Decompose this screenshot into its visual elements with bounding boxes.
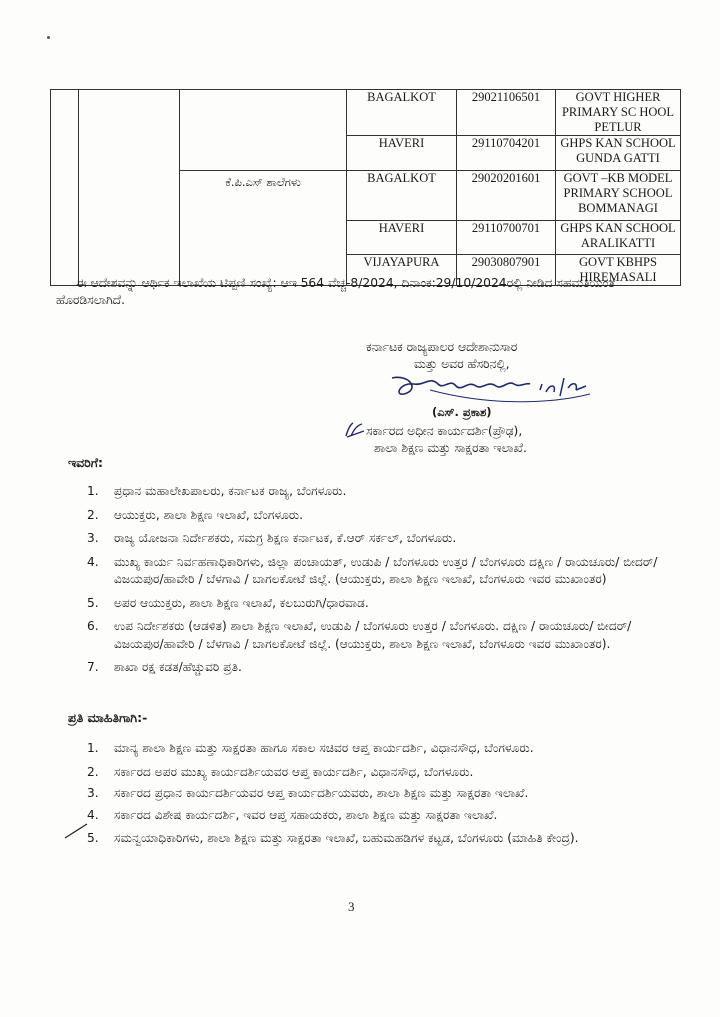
code-cell: 29030807901 [457, 255, 556, 286]
list-item: 4. ಸರ್ಕಾರದ ವಿಶೇಷ ಕಾರ್ಯದರ್ಶಿ, ಇವರ ಆಪ್ತ ಸಹಾಯಕರು, ಶಾಲಾ ಶಿಕ್ಷಣ ಮತ್ತು ಸಾಕ್ಷರತಾ ಇಲಾಖೆ. [87, 807, 498, 822]
list-item: 7. ಶಾಖಾ ರಕ್ಷ ಕಡತ/ಹೆಚ್ಚುವರಿ ಪ್ರತಿ. [87, 660, 242, 674]
designation-line-2: ಶಾಲಾ ಶಿಕ್ಷಣ ಮತ್ತು ಸಾಕ್ಷರತಾ ಇಲಾಖೆ. [374, 441, 527, 455]
list-item: 6. ಉಪ ನಿರ್ದೇಶಕರು (ಆಡಳಿತ) ಶಾಲಾ ಶಿಕ್ಷಣ ಇಲಾಖೆ, ಉಡುಪಿ / ಬೆಂಗಳೂರು ಉತ್ತರ / ಬೆಂಗಳೂರು. ದಕ್ಷಿಣ / ರಾಯಚೂರು/ ಬೀದರ್/ವಿಜಯಪುರ/ಹಾವೇರಿ / ಬೆಳಗಾವಿ / ಬಾಗಲಕೋಟೆ ಜಿಲ್ಲೆ. (ಆಯುಕ್ತರು, ಶಾಲಾ ಶಿಕ್ಷಣ ಇಲಾಖೆ, ಬೆಂಗಳೂರು ಇವರ ಮುಖಾಂತರ). [87, 619, 632, 651]
list-item: 3. ರಾಜ್ಯ ಯೋಜನಾ ನಿರ್ದೇಶಕರು, ಸಮಗ್ರ ಶಿಕ್ಷಣ ಕರ್ನಾಟಕ, ಕೆ.ಆರ್ ಸರ್ಕಲ್, ಬೆಂಗಳೂರು. [87, 531, 457, 545]
school-cell: GOVT –KB MODEL PRIMARY SCHOOL BOMMANAGI [556, 171, 681, 221]
page-number: 3 [348, 899, 355, 914]
district-cell: HAVERI [347, 221, 457, 255]
signature-line-2: ಮತ್ತು ಅವರ ಹೆಸರಿನಲ್ಲಿ, [414, 357, 510, 371]
handwritten-signature [390, 370, 640, 410]
code-cell: 29021106501 [457, 90, 556, 136]
list-item: 2. ಸರ್ಕಾರದ ಅಪರ ಮುಖ್ಯ ಕಾರ್ಯದರ್ಶಿಯವರ ಆಪ್ತ ಕಾರ್ಯದರ್ಶಿ, ವಿಧಾನಸೌಧ, ಬೆಂಗಳೂರು. [87, 764, 474, 779]
to-list [87, 483, 670, 683]
to-heading: ಇವರಿಗೆ: [68, 455, 104, 470]
school-cell: GHPS KAN SCHOOL ARALIKATTI [556, 221, 681, 255]
table-row [51, 90, 681, 136]
school-cell: GOVT HIGHER PRIMARY SC HOOL PETLUR [556, 90, 681, 136]
school-cell: GHPS KAN SCHOOL GUNDA GATTI [556, 136, 681, 171]
list-item: 3. ಸರ್ಕಾರದ ಪ್ರಧಾನ ಕಾರ್ಯದರ್ಶಿಯವರ ಆಪ್ತ ಕಾರ್ಯದರ್ಶಿಯವರು, ಶಾಲಾ ಶಿಕ್ಷಣ ಮತ್ತು ಸಾಕ್ಷರತಾ ಇಲಾಖೆ. [87, 786, 529, 800]
school-cell: GOVT KBHPS HIREMASALI [556, 255, 681, 286]
schools-table [50, 89, 681, 286]
district-cell: HAVERI [347, 136, 457, 171]
signature-line-1: ಕರ್ನಾಟಕ ರಾಜ್ಯಪಾಲರ ಆದೇಶಾನುಸಾರ [366, 340, 518, 354]
signatory-name: (ಎಸ್. ಪ್ರಕಾಶ) [432, 405, 492, 419]
table-cell-empty [180, 90, 347, 171]
list-item: 5. ಸಮನ್ವಯಾಧಿಕಾರಿಗಳು, ಶಾಲಾ ಶಿಕ್ಷಣ ಮತ್ತು ಸಾಕ್ಷರತಾ ಇಲಾಖೆ, ಬಹುಮಹಡಿಗಳ ಕಟ್ಟಡ, ಬೆಂಗಳೂರು (ಮಾಹಿತಿ ಕೇಂದ್ರ). [87, 831, 579, 845]
district-cell: VIJAYAPURA [347, 255, 457, 286]
list-item: 4. ಮುಖ್ಯ ಕಾರ್ಯ ನಿರ್ವಹಣಾಧಿಕಾರಿಗಳು, ಜಿಲ್ಲಾ ಪಂಚಾಯತ್, ಉಡುಪಿ / ಬೆಂಗಳೂರು ಉತ್ತರ / ಬೆಂಗಳೂರು ದಕ್ಷಿಣ / ರಾಯಚೂರು/ ಬೀದರ್/ವಿಜಯಪುರ/ಹಾವೇರಿ / ಬೆಳಗಾವಿ / ಬಾಗಲಕೋಟೆ ಜಿಲ್ಲೆ. (ಆಯುಕ್ತರು, ಶಾಲಾ ಶಿಕ್ಷಣ ಇಲಾಖೆ, ಬೆಂಗಳೂರು ಇವರ ಮುಖಾಂತರ) [87, 554, 658, 586]
copy-list [87, 740, 670, 854]
copy-heading: ಪ್ರತಿ ಮಾಹಿತಿಗಾಗಿ:- [68, 710, 148, 725]
list-item: 1. ಪ್ರಧಾನ ಮಹಾಲೇಖಪಾಲರು, ಕರ್ನಾಟಕ ರಾಜ್ಯ, ಬೆಂಗಳೂರು. [87, 484, 347, 498]
signature-header [366, 339, 517, 373]
group-label-cell: ಕೆ.ಪಿ.ಎಸ್ ಶಾಲೆಗಳು [180, 171, 347, 286]
initials-mark [344, 421, 366, 439]
scan-speck [47, 36, 50, 39]
code-cell: 29110700701 [457, 221, 556, 255]
table-cell-empty [79, 90, 180, 286]
signatory-designation [340, 421, 527, 457]
list-item: 2. ಆಯುಕ್ತರು, ಶಾಲಾ ಶಿಕ್ಷಣ ಇಲಾಖೆ, ಬೆಂಗಳೂರು. [87, 507, 304, 522]
list-item: 5. ಅಪರ ಆಯುಕ್ತರು, ಶಾಲಾ ಶಿಕ್ಷಣ ಇಲಾಖೆ, ಕಲಬುರುಗಿ/ಧಾರವಾಡ. [87, 595, 369, 610]
district-cell: BAGALKOT [347, 90, 457, 136]
pen-tick-mark [63, 820, 89, 840]
designation-line-1: ಸರ್ಕಾರದ ಅಧೀನ ಕಾರ್ಯದರ್ಶಿ(ಪ್ರೌಢ), [366, 424, 523, 438]
table-cell-empty [51, 90, 79, 286]
district-cell: BAGALKOT [347, 171, 457, 221]
list-item: 1. ಮಾನ್ಯ ಶಾಲಾ ಶಿಕ್ಷಣ ಮತ್ತು ಸಾಕ್ಷರತಾ ಹಾಗೂ ಸಕಾಲ ಸಚಿವರ ಆಪ್ತ ಕಾರ್ಯದರ್ಶಿ, ವಿಧಾನಸೌಧ, ಬೆಂಗಳೂರು. [87, 741, 534, 755]
order-paragraph: ಈ ಆದೇಶವನ್ನು ಆರ್ಥಿಕ ಇಲಾಖೆಯ ಟಿಪ್ಪಣಿ ಸಂಖ್ಯೆ: ಆಇ 564 ವೆಚ್ಚ-8/2024, ದಿನಾಂಕ:29/10/2024ರಲ್ಲಿ ನೀಡಿದ ಸಹಮತಿಯಂತೆ ಹೊರಡಿಸಲಾಗಿದೆ. [56, 276, 616, 307]
code-cell: 29110704201 [457, 136, 556, 171]
code-cell: 29020201601 [457, 171, 556, 221]
